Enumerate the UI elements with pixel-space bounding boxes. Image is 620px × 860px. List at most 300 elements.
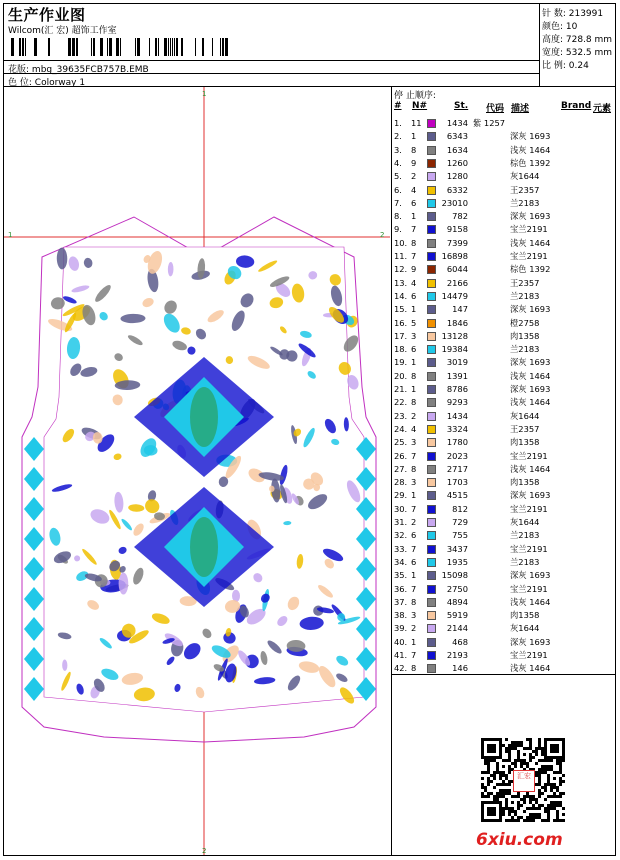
row-stitches: 1434 <box>446 118 468 128</box>
qr-module <box>535 747 538 750</box>
row-stitches: 729 <box>452 517 468 527</box>
row-description: 灰1644 <box>510 517 540 527</box>
row-index: 17. <box>394 330 408 341</box>
qr-module <box>496 792 499 795</box>
row-needle: 6 <box>411 344 417 355</box>
qr-module <box>529 816 532 819</box>
qr-module <box>508 744 511 747</box>
row-needle: 3 <box>411 437 417 448</box>
qr-module <box>547 759 550 762</box>
qr-module <box>556 786 559 789</box>
color-swatch <box>427 358 436 367</box>
color-swatch <box>427 159 436 168</box>
row-index: 15. <box>394 304 408 315</box>
qr-module <box>499 771 502 774</box>
row-index: 19. <box>394 357 408 368</box>
row-description: 棕色 1392 <box>510 157 551 168</box>
row-index: 30. <box>394 503 408 514</box>
qr-module <box>499 792 502 795</box>
barcode-bar <box>25 38 26 56</box>
barcode-bar <box>137 38 140 56</box>
row-index: 31. <box>394 517 408 527</box>
row-needle: 7 <box>411 251 417 261</box>
row-index: 28. <box>394 477 408 488</box>
qr-module <box>529 795 532 798</box>
qr-module <box>529 747 532 750</box>
row-stitches: 755 <box>452 530 468 541</box>
color-swatch <box>427 212 436 221</box>
color-swatch <box>427 585 436 594</box>
row-stitches: 9293 <box>446 397 468 408</box>
color-swatch <box>427 425 436 434</box>
row-stitches: 15098 <box>441 570 468 581</box>
barcode-bar <box>116 38 119 56</box>
qr-module <box>544 798 547 801</box>
row-index: 32. <box>394 530 408 541</box>
row-needle: 2 <box>411 410 417 421</box>
qr-module <box>514 762 517 765</box>
row-needle: 1 <box>411 636 417 647</box>
qr-module <box>541 786 544 789</box>
spec-stitches: 针 数: 213991 <box>542 9 604 19</box>
qr-module <box>505 801 508 804</box>
row-needle: 3 <box>411 477 417 488</box>
qr-module <box>532 816 535 819</box>
qr-module <box>496 771 499 774</box>
qr-module <box>514 813 517 816</box>
row-description: 浅灰 1464 <box>510 237 551 248</box>
row-description: 宝兰2191 <box>510 583 548 594</box>
qr-module <box>544 771 547 774</box>
qr-module <box>538 747 541 750</box>
qr-module <box>526 819 529 822</box>
qr-module <box>562 813 565 816</box>
row-description: 深灰 1693 <box>510 384 551 394</box>
row-needle: 8 <box>411 237 417 248</box>
qr-module <box>496 762 499 765</box>
qr-module <box>550 765 553 768</box>
qr-module <box>544 789 547 792</box>
qr-module <box>541 750 544 753</box>
row-stitches: 5919 <box>446 610 468 621</box>
barcode-bar <box>22 38 24 56</box>
qr-module <box>517 819 520 822</box>
qr-module <box>559 801 562 804</box>
row-stitches: 9158 <box>446 224 468 235</box>
row-stitches: 147 <box>452 304 468 315</box>
row-index: 4. <box>394 157 402 168</box>
barcode-bar <box>149 38 150 56</box>
qr-module <box>520 798 523 801</box>
mark-bottom: 2 <box>202 847 207 855</box>
row-stitches: 1846 <box>446 317 468 328</box>
spec-width: 宽度: 532.5 mm <box>542 48 613 58</box>
qr-module <box>523 819 526 822</box>
qr-module <box>538 816 541 819</box>
qr-module <box>559 759 562 762</box>
row-needle: 1 <box>411 570 417 581</box>
color-swatch <box>427 319 436 328</box>
watermark-logo: 6xiu.com <box>476 830 563 850</box>
barcode-bar <box>100 38 103 56</box>
qr-module <box>520 741 523 744</box>
qr-module <box>508 750 511 753</box>
row-description: 王2357 <box>510 277 540 288</box>
qr-module <box>556 801 559 804</box>
color-swatch <box>427 372 436 381</box>
row-needle: 1 <box>411 304 417 315</box>
qr-module <box>541 819 544 822</box>
qr-module <box>547 810 550 813</box>
color-swatch <box>427 279 436 288</box>
row-index: 29. <box>394 490 408 501</box>
row-index: 3. <box>394 144 402 155</box>
row-needle: 5 <box>411 317 417 328</box>
qr-module <box>514 765 517 768</box>
border-motif <box>24 617 44 641</box>
qr-module <box>517 801 520 804</box>
qr-module <box>550 801 553 804</box>
row-index: 25. <box>394 437 408 448</box>
row-stitches: 6044 <box>446 264 468 275</box>
barcode-bar <box>120 38 121 56</box>
qr-module <box>511 762 514 765</box>
qr-module <box>559 765 562 768</box>
qr-module <box>514 741 517 744</box>
row-stitches: 2166 <box>446 277 468 288</box>
row-description: 兰2183 <box>510 530 540 541</box>
row-description: 宝兰2191 <box>510 543 548 554</box>
barcode-bar <box>195 38 196 56</box>
barcode-bar <box>34 38 37 56</box>
row-needle: 1 <box>411 357 417 368</box>
row-needle: 7 <box>411 543 417 554</box>
qr-module <box>532 795 535 798</box>
qr-module <box>505 774 508 777</box>
row-stitches: 13128 <box>441 330 468 341</box>
row-needle: 7 <box>411 450 417 461</box>
qr-module <box>538 795 541 798</box>
row-stitches: 3437 <box>446 543 468 554</box>
qr-module <box>487 762 490 765</box>
barcode-bar <box>68 38 71 56</box>
qr-module <box>538 813 541 816</box>
qr-module <box>502 744 505 747</box>
qr-module <box>526 807 529 810</box>
color-swatch <box>427 345 436 354</box>
barcode-bar <box>172 38 173 56</box>
barcode-bar <box>202 38 204 56</box>
qr-module <box>526 816 529 819</box>
qr-module <box>550 759 553 762</box>
color-swatch <box>427 146 436 155</box>
qr-module <box>559 768 562 771</box>
row-needle: 7 <box>411 224 417 235</box>
row-description: 深灰 1693 <box>510 636 551 647</box>
qr-module <box>544 807 547 810</box>
qr-module <box>538 783 541 786</box>
qr-module <box>538 807 541 810</box>
row-needle: 6 <box>411 530 417 541</box>
barcode-bar <box>72 38 75 56</box>
qr-module <box>538 774 541 777</box>
row-index: 26. <box>394 450 408 461</box>
row-stitches: 468 <box>452 636 468 647</box>
barcode-bar <box>91 38 92 56</box>
qr-module <box>523 759 526 762</box>
qr-module <box>520 816 523 819</box>
qr-module <box>562 780 565 783</box>
qr-module <box>538 771 541 774</box>
row-needle: 8 <box>411 144 417 155</box>
qr-module <box>517 807 520 810</box>
qr-module <box>511 741 514 744</box>
row-index: 42. <box>394 663 408 674</box>
row-index: 27. <box>394 463 408 474</box>
divider <box>3 73 540 74</box>
barcode-bar <box>170 38 171 56</box>
color-swatch <box>427 651 436 660</box>
row-stitches: 2717 <box>446 463 468 474</box>
barcode-bar <box>168 38 169 56</box>
qr-module <box>550 804 553 807</box>
row-index: 40. <box>394 636 408 647</box>
qr-module <box>556 819 559 822</box>
qr-module <box>544 768 547 771</box>
qr-module <box>541 747 544 750</box>
qr-finder <box>487 744 496 753</box>
row-description: 浅灰 1464 <box>510 663 551 674</box>
qr-module <box>547 780 550 783</box>
qr-module <box>481 786 484 789</box>
color-swatch <box>427 186 436 195</box>
qr-module <box>559 771 562 774</box>
color-swatch <box>427 664 436 673</box>
qr-module <box>535 750 538 753</box>
qr-module <box>553 801 556 804</box>
row-stitches: 14479 <box>441 290 468 301</box>
qr-module <box>505 750 508 753</box>
qr-module <box>523 795 526 798</box>
row-stitches: 812 <box>452 503 468 514</box>
qr-module <box>532 804 535 807</box>
qr-module <box>559 819 562 822</box>
qr-module <box>535 807 538 810</box>
qr-module <box>547 813 550 816</box>
color-swatch <box>427 252 436 261</box>
color-swatch <box>427 265 436 274</box>
qr-module <box>523 747 526 750</box>
qr-module <box>502 780 505 783</box>
qr-module <box>547 816 550 819</box>
row-index: 9. <box>394 224 402 235</box>
qr-module <box>517 750 520 753</box>
qr-module <box>502 807 505 810</box>
qr-module <box>481 792 484 795</box>
qr-module <box>547 819 550 822</box>
qr-badge: 汇宏 <box>513 770 535 792</box>
row-needle: 9 <box>411 157 417 168</box>
color-swatch <box>427 438 436 447</box>
row-index: 8. <box>394 211 402 222</box>
row-index: 12. <box>394 264 408 275</box>
qr-module <box>529 819 532 822</box>
row-needle: 8 <box>411 397 417 408</box>
row-needle: 6 <box>411 197 417 208</box>
qr-module <box>532 798 535 801</box>
medallion-core <box>190 517 218 577</box>
qr-module <box>547 774 550 777</box>
color-swatch <box>427 518 436 527</box>
qr-module <box>487 792 490 795</box>
row-description: 兰2183 <box>510 556 540 567</box>
qr-module <box>559 804 562 807</box>
row-needle: 7 <box>411 583 417 594</box>
color-swatch <box>427 332 436 341</box>
qr-module <box>532 750 535 753</box>
row-stitches: 6332 <box>446 184 468 195</box>
spec-scale: 比 例: 0.24 <box>542 61 589 71</box>
row-needle: 2 <box>411 623 417 634</box>
qr-module <box>532 807 535 810</box>
row-stitches: 1935 <box>446 556 468 567</box>
row-stitches: 3324 <box>446 423 468 434</box>
qr-module <box>526 765 529 768</box>
qr-module <box>562 819 565 822</box>
qr-module <box>529 801 532 804</box>
company-name: Wilcom(汇 宏) 超饰工作室 <box>8 26 117 36</box>
qr-module <box>559 795 562 798</box>
border-motif <box>24 557 44 581</box>
row-index: 16. <box>394 317 408 328</box>
row-description: 浅灰 1464 <box>510 144 551 155</box>
row-description: 肉1358 <box>510 610 540 621</box>
barcode <box>8 38 233 56</box>
qr-module <box>508 765 511 768</box>
qr-module <box>517 744 520 747</box>
row-needle: 11 <box>411 118 422 128</box>
color-swatch <box>427 412 436 421</box>
qr-module <box>535 753 538 756</box>
qr-module <box>529 813 532 816</box>
qr-module <box>538 792 541 795</box>
divider <box>391 86 392 856</box>
barcode-bar <box>107 38 108 56</box>
row-stitches: 19384 <box>441 344 468 355</box>
page-title: 生产作业图 <box>8 6 86 24</box>
barcode-bar <box>220 38 221 56</box>
color-swatch <box>427 638 436 647</box>
qr-module <box>544 810 547 813</box>
qr-module <box>505 804 508 807</box>
barcode-bar <box>222 38 224 56</box>
row-index: 18. <box>394 344 408 355</box>
barcode-bar <box>174 38 175 56</box>
qr-module <box>493 771 496 774</box>
barcode-bar <box>93 38 95 56</box>
row-description: 兰2183 <box>510 344 540 355</box>
qr-module <box>496 783 499 786</box>
row-needle: 8 <box>411 463 417 474</box>
row-index: 2. <box>394 131 402 142</box>
qr-module <box>523 801 526 804</box>
row-description: 宝兰2191 <box>510 650 548 660</box>
row-stitches: 2193 <box>446 650 468 660</box>
qr-module <box>538 741 541 744</box>
qr-module <box>547 765 550 768</box>
row-description: 深灰 1693 <box>510 304 551 315</box>
qr-module <box>550 783 553 786</box>
row-stitches: 2023 <box>446 450 468 461</box>
row-needle: 3 <box>411 330 417 341</box>
qr-module <box>502 789 505 792</box>
qr-module <box>490 759 493 762</box>
border-motif <box>24 467 44 491</box>
qr-module <box>547 807 550 810</box>
qr-module <box>556 804 559 807</box>
qr-module <box>511 795 514 798</box>
qr-module <box>535 774 538 777</box>
qr-module <box>517 759 520 762</box>
row-index: 23. <box>394 410 408 421</box>
color-swatch <box>427 505 436 514</box>
qr-module <box>511 807 514 810</box>
qr-module <box>556 795 559 798</box>
qr-module <box>520 762 523 765</box>
qr-module <box>505 783 508 786</box>
qr-module <box>544 783 547 786</box>
spec-colors: 颜色: 10 <box>542 22 578 32</box>
row-description: 浅灰 1464 <box>510 463 551 474</box>
row-stitches: 4894 <box>446 596 468 607</box>
row-index: 10. <box>394 237 408 248</box>
qr-module <box>541 771 544 774</box>
qr-module <box>508 753 511 756</box>
row-description: 深灰 1693 <box>510 357 551 368</box>
qr-module <box>556 789 559 792</box>
qr-module <box>487 777 490 780</box>
colorway-value: Colorway 1 <box>34 78 86 88</box>
qr-module <box>526 747 529 750</box>
row-needle: 4 <box>411 423 417 434</box>
qr-module <box>484 771 487 774</box>
row-description: 宝兰2191 <box>510 503 548 514</box>
col-st: St. <box>454 101 469 111</box>
row-needle: 9 <box>411 264 417 275</box>
stop-sequence-title: 停 止顺序: <box>394 91 436 101</box>
qr-module <box>529 744 532 747</box>
qr-finder <box>487 807 496 816</box>
row-index: 24. <box>394 423 408 434</box>
row-index: 33. <box>394 543 408 554</box>
row-description: 深灰 1693 <box>510 211 551 222</box>
qr-module <box>535 813 538 816</box>
row-description: 深灰 1693 <box>510 131 551 142</box>
qr-module <box>502 792 505 795</box>
barcode-bar <box>19 38 21 56</box>
qr-module <box>547 795 550 798</box>
qr-module <box>556 810 559 813</box>
qr-module <box>499 795 502 798</box>
row-needle: 4 <box>411 184 417 195</box>
row-needle: 8 <box>411 370 417 381</box>
qr-module <box>529 798 532 801</box>
qr-module <box>511 744 514 747</box>
qr-module <box>496 798 499 801</box>
design-file: mbg_39635FCB757B.EMB <box>31 65 149 75</box>
qr-module <box>502 765 505 768</box>
row-index: 22. <box>394 397 408 408</box>
